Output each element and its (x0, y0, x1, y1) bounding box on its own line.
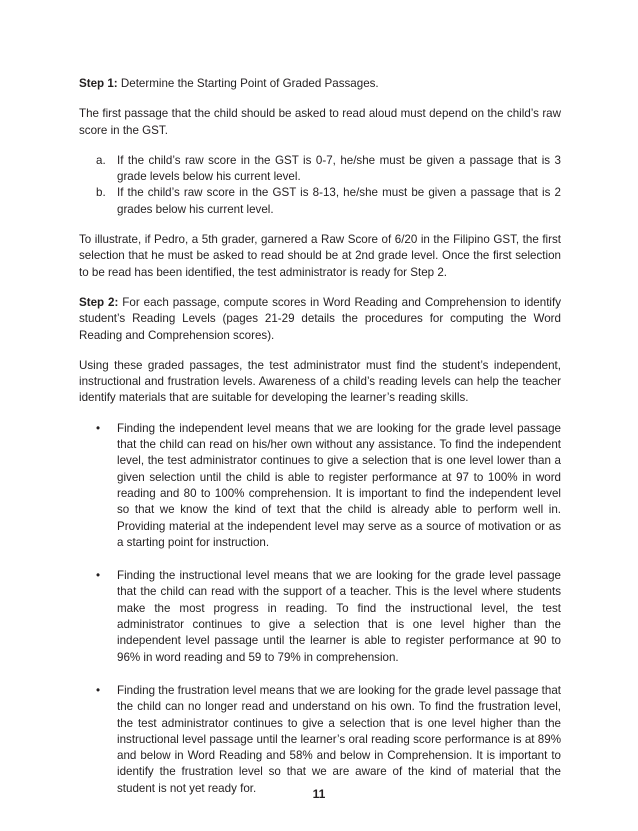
step2-label: Step 2: (79, 295, 119, 309)
bullet-icon: • (96, 683, 101, 697)
list-marker: a. (96, 153, 106, 167)
levels-bullet-list (79, 421, 561, 797)
bullet-text: Finding the independent level means that we are looking for the grade level passage that the child can read on his/her own without any assistance. To find the independent level, the test administrator continues to give a selection that is one level lower than a given selection until the child is able to register performance at 97 to 100% in word reading and 80 to 100% comprehension. It is important to find the independent level so that we know the kind of text that the child is already able to perform well in. Providing material at the independent level may serve as a source of motivation or as a starting point for instruction. (117, 421, 561, 549)
list-marker: b. (96, 186, 106, 200)
step1-label: Step 1: (79, 77, 118, 90)
illustration-paragraph: To illustrate, if Pedro, a 5th grader, garnered a Raw Score of 6/20 in the Filipino GST, the first selection that he must be asked to read should be at 2nd grade level. Once the first selection to be read has been identified, the test administrator is ready for Step 2. (79, 233, 561, 279)
step1-text: Determine the Starting Point of Graded Passages. (117, 77, 379, 90)
raw-score-list (79, 153, 561, 218)
bullet-text: Finding the instructional level means that we are looking for the grade level passage that the child can read with the support of a teacher. This is the level where students make the most progress in reading. To find the instructional level, the test administrator continues to give a selection that is one level higher than the independent level passage until the learner is able to register performance at 90 to 96% in word reading and 59 to 79% in comprehension. (117, 569, 561, 664)
bullet-icon: • (96, 421, 101, 435)
step2-paragraph (79, 295, 561, 344)
list-item-text: If the child’s raw score in the GST is 0-7, he/she must be given a passage that is 3 grade levels below his current level. (117, 153, 561, 184)
bullet-text: Finding the frustration level means that we are looking for the grade level passage that the child can no longer read and understand on his own. To find the frustration level, the test administrator continues to give a selection that is one level higher than the instructional level passage until the learner’s oral reading score performance is at 89% and below in Word Reading and 58% and below in Comprehension. It is important to identify the frustration level so that we are aware of the kind of material that the student is not yet ready for. (117, 683, 561, 795)
bullet-item (79, 683, 561, 797)
document-body (79, 76, 561, 814)
bullet-item (79, 568, 561, 666)
bullet-item (79, 421, 561, 551)
bullet-icon: • (96, 569, 101, 583)
list-item-text: If the child’s raw score in the GST is 8-13, he/she must be given a passage that is 2 grades below his current level. (117, 186, 561, 216)
list-item (79, 185, 561, 218)
step2-text: For each passage, compute scores in Word Reading and Comprehension to identify student’s Reading Levels (pages 21-29 details the procedures for computing the Word Reading and Comprehension scores). (79, 295, 562, 342)
list-item (79, 153, 561, 186)
page-number: 11 (312, 787, 326, 801)
step1-paragraph (79, 76, 561, 92)
intro-paragraph: The first passage that the child should be asked to read aloud must depend on the child’s raw score in the GST. (79, 107, 561, 137)
levels-paragraph: Using these graded passages, the test administrator must find the student’s independent, instructional and frustration levels. Awareness of a child’s reading levels can help the teacher identify materials that are suitable for developing the learner’s reading skills. (79, 358, 561, 405)
